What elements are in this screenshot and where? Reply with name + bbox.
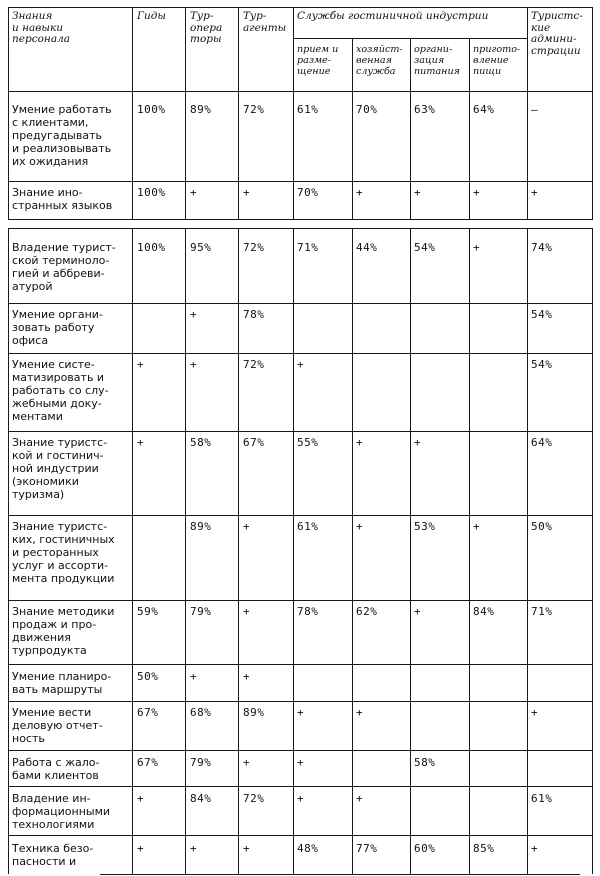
cell-reception: +: [297, 358, 305, 371]
row-rule: [8, 600, 593, 601]
cell-housekeeping: +: [356, 520, 364, 533]
cell-cooking: 84%: [473, 605, 495, 618]
cell-agents: 72%: [243, 241, 265, 254]
col-rule: [527, 7, 528, 219]
row-rule: [8, 219, 593, 220]
cell-guides: +: [137, 842, 145, 855]
row-rule: [8, 515, 593, 516]
col-rule: [352, 228, 353, 874]
cell-operators: 89%: [190, 103, 212, 116]
cell-admin: +: [531, 706, 539, 719]
col-rule: [410, 228, 411, 874]
cell-agents: +: [243, 520, 251, 533]
cell-agents: +: [243, 756, 251, 769]
cell-catering: 54%: [414, 241, 436, 254]
cell-reception: 55%: [297, 436, 319, 449]
row-rule: [8, 786, 593, 787]
cell-admin: 54%: [531, 358, 553, 371]
subheader-cooking: пригото- вление пищи: [473, 44, 521, 77]
cell-operators: +: [190, 358, 198, 371]
col-rule: [352, 38, 353, 219]
cell-cooking: 85%: [473, 842, 495, 855]
col-rule: [8, 7, 9, 219]
cell-guides: 100%: [137, 186, 166, 199]
cell-agents: +: [243, 186, 251, 199]
cell-admin: +: [531, 186, 539, 199]
col-rule: [592, 7, 593, 219]
row-label: Владение турист- ской терминоло- гией и аббреви- атурой: [12, 241, 116, 293]
cell-housekeeping: +: [356, 706, 364, 719]
cell-housekeeping: +: [356, 186, 364, 199]
cell-cooking: +: [473, 186, 481, 199]
cell-admin: 64%: [531, 436, 553, 449]
cell-admin: 54%: [531, 308, 553, 321]
header-guides: Гиды: [137, 10, 166, 22]
cell-reception: +: [297, 756, 305, 769]
cell-operators: 79%: [190, 605, 212, 618]
header-tour-agents: Тур- агенты: [243, 10, 287, 34]
cell-reception: 61%: [297, 520, 319, 533]
row-label: Знание туристс- ких, гостиничных и ресторанных услуг и ассорти- мента продукции: [12, 520, 115, 585]
subheader-housekeeping: хозяйст- венная служба: [356, 44, 403, 77]
cell-agents: +: [243, 842, 251, 855]
cell-housekeeping: +: [356, 792, 364, 805]
cell-admin: 61%: [531, 792, 553, 805]
cell-operators: +: [190, 308, 198, 321]
cell-reception: 78%: [297, 605, 319, 618]
cell-guides: 100%: [137, 241, 166, 254]
cell-guides: +: [137, 436, 145, 449]
header-bottom-rule: [8, 91, 593, 92]
col-rule: [469, 38, 470, 219]
header-skills: Знания и навыки персонала: [12, 10, 71, 45]
col-rule: [469, 228, 470, 874]
row-label: Умение вести деловую отчет- ность: [12, 706, 103, 745]
subheader-reception: прием и разме- щение: [297, 44, 339, 77]
row-rule: [8, 303, 593, 304]
cell-housekeeping: 62%: [356, 605, 378, 618]
cell-operators: +: [190, 186, 198, 199]
cell-agents: +: [243, 670, 251, 683]
col-rule: [293, 228, 294, 874]
cell-catering: 60%: [414, 842, 436, 855]
cell-agents: 72%: [243, 792, 265, 805]
cell-reception: +: [297, 792, 305, 805]
cell-agents: 89%: [243, 706, 265, 719]
cell-admin: +: [531, 842, 539, 855]
row-label: Владение ин- формационными технологиями: [12, 792, 111, 831]
col-rule: [410, 38, 411, 219]
cell-agents: 78%: [243, 308, 265, 321]
cell-operators: +: [190, 842, 198, 855]
col-rule: [132, 7, 133, 219]
row-label: Умение систе- матизировать и работать со слу- жебными доку- ментами: [12, 358, 109, 423]
row-rule: [8, 228, 593, 229]
row-label: Умение планиро- вать маршруты: [12, 670, 112, 696]
cell-operators: 89%: [190, 520, 212, 533]
cell-agents: 72%: [243, 358, 265, 371]
cell-reception: 70%: [297, 186, 319, 199]
cell-guides: 59%: [137, 605, 159, 618]
cell-reception: 48%: [297, 842, 319, 855]
cell-operators: 79%: [190, 756, 212, 769]
row-label: Умение работать с клиентами, предугадывать и реализовывать их ожидания: [12, 103, 112, 168]
cell-operators: +: [190, 670, 198, 683]
row-rule: [8, 835, 593, 836]
col-rule: [238, 228, 239, 874]
cell-housekeeping: +: [356, 436, 364, 449]
cell-catering: +: [414, 186, 422, 199]
col-rule: [132, 228, 133, 874]
cell-reception: +: [297, 706, 305, 719]
row-label: Знание ино- странных языков: [12, 186, 113, 212]
cell-catering: +: [414, 436, 422, 449]
cell-cooking: +: [473, 241, 481, 254]
cell-cooking: 64%: [473, 103, 495, 116]
cell-housekeeping: 77%: [356, 842, 378, 855]
cell-catering: +: [414, 605, 422, 618]
cell-agents: 72%: [243, 103, 265, 116]
cell-operators: 84%: [190, 792, 212, 805]
row-label: Знание туристс- кой и гостинич- ной индустрии (экономики туризма): [12, 436, 108, 501]
row-rule: [8, 431, 593, 432]
row-rule: [8, 701, 593, 702]
header-hospitality-services: Службы гостиничной индустрии: [297, 10, 489, 22]
row-label: Работа с жало- бами клиентов: [12, 756, 100, 782]
cell-admin: 74%: [531, 241, 553, 254]
cell-reception: 71%: [297, 241, 319, 254]
row-label: Умение органи- зовать работу офиса: [12, 308, 103, 347]
col-rule: [527, 228, 528, 874]
cell-agents: +: [243, 605, 251, 618]
cell-operators: 95%: [190, 241, 212, 254]
subheader-catering: органи- зация питания: [414, 44, 461, 77]
col-rule: [592, 228, 593, 874]
cell-admin: 50%: [531, 520, 553, 533]
col-rule: [185, 7, 186, 219]
row-label: Техника безо- пасности и: [12, 842, 94, 868]
row-rule: [8, 664, 593, 665]
cell-guides: 100%: [137, 103, 166, 116]
cell-catering: 63%: [414, 103, 436, 116]
col-rule: [293, 7, 294, 219]
cell-guides: 50%: [137, 670, 159, 683]
row-label: Знание методики продаж и про- движения турпродукта: [12, 605, 115, 657]
row-rule: [8, 750, 593, 751]
cell-catering: 53%: [414, 520, 436, 533]
col-rule: [8, 228, 9, 874]
table-border-bottom: [100, 874, 580, 875]
header-tourist-administrations: Туристс- кие админи- страции: [531, 10, 583, 57]
cell-guides: +: [137, 792, 145, 805]
cell-guides: 67%: [137, 706, 159, 719]
cell-guides: +: [137, 358, 145, 371]
cell-housekeeping: 70%: [356, 103, 378, 116]
cell-catering: 58%: [414, 756, 436, 769]
col-rule: [238, 7, 239, 219]
cell-operators: 68%: [190, 706, 212, 719]
row-rule: [8, 353, 593, 354]
cell-agents: 67%: [243, 436, 265, 449]
cell-admin: –: [531, 103, 539, 116]
cell-guides: 67%: [137, 756, 159, 769]
cell-cooking: +: [473, 520, 481, 533]
col-rule: [185, 228, 186, 874]
cell-reception: 61%: [297, 103, 319, 116]
header-tour-operators: Тур- опера торы: [190, 10, 223, 45]
cell-operators: 58%: [190, 436, 212, 449]
cell-admin: 71%: [531, 605, 553, 618]
row-rule: [8, 181, 593, 182]
cell-housekeeping: 44%: [356, 241, 378, 254]
table-border-top: [8, 7, 593, 8]
